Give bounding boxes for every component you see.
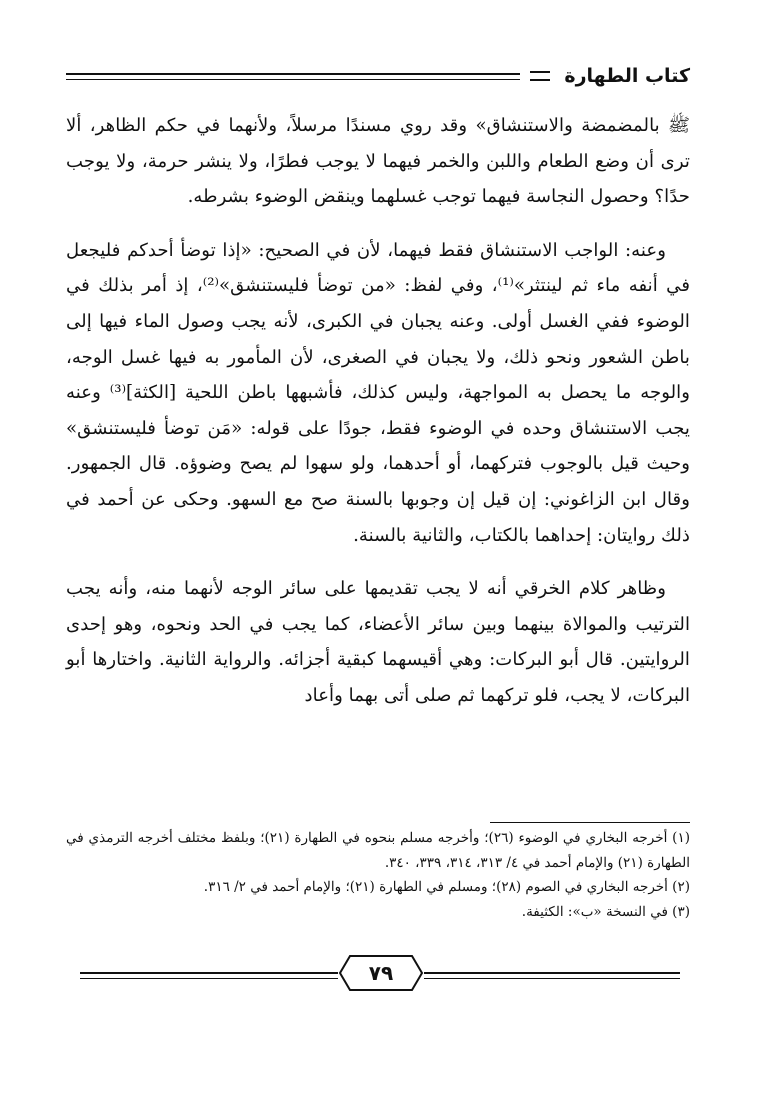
- main-text: [66, 108, 690, 732]
- paragraph: وظاهر كلام الخرقي أنه لا يجب تقديمها على سائر الوجه لأنهما منه، وأنه يجب الترتيب والموالاة بينهما وبين سائر الأعضاء، كما يجب في الحد ونحوه، وهو إحدى الروايتين. قال أبو البركات: وهي أقيسهما كبقية أجزائه. والرواية الثانية. واختارها أبو البركات، لا يجب، فلو تركهما ثم صلى أتى بهما وأعاد: [66, 578, 690, 706]
- footnote: (١) أخرجه البخاري في الوضوء (٢٦)؛ وأخرجه مسلم بنحوه في الطهارة (٢١)؛ وبلفظ مختلف أخرجه الترمذي في الطهارة (٢١) والإمام أحمد في ٤/ ٣١٣، ٣١٤، ٣٣٩، ٣٤٠.: [66, 830, 690, 871]
- footnote-separator: [490, 822, 690, 823]
- chapter-title: كتاب الطهارة: [564, 65, 690, 87]
- footnote: (٣) في النسخة «ب»: الكثيفة.: [521, 903, 690, 920]
- page-number-badge: [338, 954, 424, 992]
- running-header: [66, 56, 690, 96]
- paragraph: وعنه: الواجب الاستنشاق فقط فيهما، لأن في الصحيح: «إذا توضأ أحدكم فليجعل في أنفه ماء ثم لينتثر»⁽¹⁾، وفي لفظ: «من توضأ فليستنشق»⁽²⁾، إذ أمر بذلك في الوضوء ففي الغسل أولى. وعنه يجبان في الكبرى، لأنه يجب وصول الماء فيها إلى باطن الشعور ونحو ذلك، ولا يجبان في الصغرى، لأن المأمور به فيها غسل الوجه، والوجه ما يحصل به المواجهة، وليس كذلك، فأشبهها باطن اللحية [الكثة]⁽³⁾ وعنه يجب الاستنشاق وحده في الوضوء فقط، جودًا على قوله: «مَن توضأ فليستنشق» وحيث قيل بالوجوب فتركهما، أو أحدهما، ولو سهوا لم يصح وضوؤه. قال الجمهور. وقال ابن الزاغوني: إن قيل إن وجوبها بالسنة صح مع السهو. وحكى عن أحمد في ذلك روايتان: إحداهما بالكتاب، والثانية بالسنة.: [66, 239, 691, 546]
- footer-rule-left: [80, 972, 338, 979]
- footnotes: [66, 826, 690, 924]
- paragraph: ﷺ بالمضمضة والاستنشاق» وقد روي مسندًا مرسلاً، ولأنهما في حكم الظاهر، ألا ترى أن وضع الطعام واللبن والخمر فيهما لا يوجب فطرًا، ولا ينشر حرمة، ولا يوجب حدًا؟ وحصول النجاسة فيهما توجب غسلهما وينقض الوضوء بشرطه.: [66, 115, 690, 208]
- header-ornament: [530, 71, 550, 81]
- page-footer: [80, 952, 680, 996]
- page-number: ٧٩: [368, 961, 394, 985]
- header-rule: [66, 73, 520, 80]
- footer-rule-right: [424, 972, 680, 979]
- footnote: (٢) أخرجه البخاري في الصوم (٢٨)؛ ومسلم في الطهارة (٢١)؛ والإمام أحمد في ٢/ ٣١٦.: [203, 879, 690, 895]
